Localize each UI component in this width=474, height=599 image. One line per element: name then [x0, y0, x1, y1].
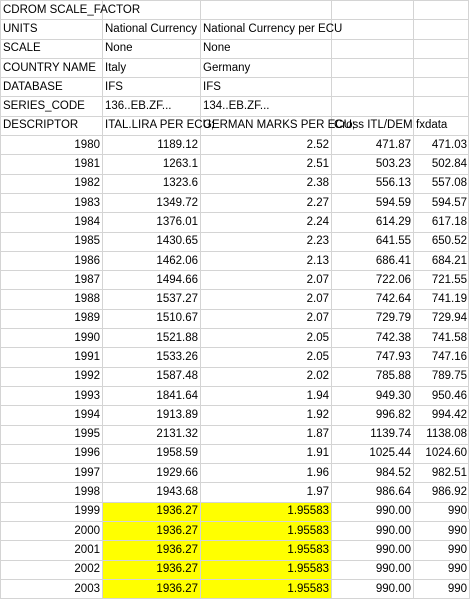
- cell-col-b[interactable]: None: [103, 39, 201, 58]
- cell-col-c[interactable]: 2.13: [201, 251, 332, 270]
- year-cell[interactable]: 2001: [1, 541, 103, 560]
- cell-col-b[interactable]: 1376.01: [103, 213, 201, 232]
- cell-col-e[interactable]: 729.94: [414, 309, 470, 328]
- cell-col-b[interactable]: 1263.1: [103, 155, 201, 174]
- cell-col-c[interactable]: 1.92: [201, 406, 332, 425]
- cell-col-e[interactable]: fxdata: [414, 116, 470, 135]
- table-row: [1, 502, 470, 521]
- table-row: [1, 425, 470, 444]
- year-cell[interactable]: 1987: [1, 271, 103, 290]
- cell-col-d[interactable]: 722.06: [332, 271, 414, 290]
- grid-right-edge: [468, 0, 474, 519]
- cell-col-c[interactable]: 134..EB.ZF...: [201, 97, 332, 116]
- cell-col-b[interactable]: Italy: [103, 58, 201, 77]
- cell-col-b[interactable]: 1936.27: [103, 502, 201, 521]
- table-row: [1, 464, 470, 483]
- cell-col-c[interactable]: 2.07: [201, 309, 332, 328]
- cell-col-b[interactable]: 1494.66: [103, 271, 201, 290]
- cell-col-b[interactable]: 1430.65: [103, 232, 201, 251]
- cell-col-e[interactable]: 721.55: [414, 271, 470, 290]
- cell-col-e[interactable]: 741.58: [414, 329, 470, 348]
- cell-col-c[interactable]: GERMAN MARKS PER ECU;: [201, 116, 332, 135]
- cell-col-d[interactable]: 1139.74: [332, 425, 414, 444]
- cell-col-e[interactable]: 990: [414, 502, 470, 521]
- cell-col-e[interactable]: 990: [414, 560, 470, 579]
- cell-col-d[interactable]: Cross ITL/DEM: [332, 116, 414, 135]
- cell-col-a[interactable]: UNITS: [1, 20, 103, 39]
- cell-col-c[interactable]: 2.51: [201, 155, 332, 174]
- cell-col-a[interactable]: DESCRIPTOR: [1, 116, 103, 135]
- cell-col-b[interactable]: 1189.12: [103, 136, 201, 155]
- cell-col-b[interactable]: 1936.27: [103, 522, 201, 541]
- table-row: [1, 213, 470, 232]
- table-row: [1, 483, 470, 502]
- cell-col-c[interactable]: Germany: [201, 58, 332, 77]
- table-row: [1, 193, 470, 212]
- year-cell[interactable]: 1997: [1, 464, 103, 483]
- cell-col-e[interactable]: 747.16: [414, 348, 470, 367]
- table-row: [1, 522, 470, 541]
- cell-col-e[interactable]: 557.08: [414, 174, 470, 193]
- cell-col-d[interactable]: 594.59: [332, 193, 414, 212]
- cell-col-e[interactable]: [414, 97, 470, 116]
- cell-col-e[interactable]: 617.18: [414, 213, 470, 232]
- cell-col-e[interactable]: [414, 20, 470, 39]
- cell-col-b[interactable]: 2131.32: [103, 425, 201, 444]
- header-row: [1, 39, 470, 58]
- cell-col-e[interactable]: [414, 78, 470, 97]
- cell-col-b[interactable]: 136..EB.ZF...: [103, 97, 201, 116]
- cell-col-e[interactable]: 994.42: [414, 406, 470, 425]
- table-row: [1, 136, 470, 155]
- cell-col-b[interactable]: 1323.6: [103, 174, 201, 193]
- cell-col-b[interactable]: ITAL.LIRA PER ECU;: [103, 116, 201, 135]
- table-row: [1, 386, 470, 405]
- table-row: [1, 329, 470, 348]
- cell-col-d[interactable]: 471.87: [332, 136, 414, 155]
- cell-col-e[interactable]: 789.75: [414, 367, 470, 386]
- cell-col-c[interactable]: 2.52: [201, 136, 332, 155]
- year-cell[interactable]: 1999: [1, 502, 103, 521]
- year-cell[interactable]: 1993: [1, 386, 103, 405]
- header-row: [1, 97, 470, 116]
- cell-col-e[interactable]: 990: [414, 579, 470, 598]
- cell-col-e[interactable]: 990: [414, 522, 470, 541]
- cell-col-e[interactable]: 1024.60: [414, 444, 470, 463]
- header-row: [1, 116, 470, 135]
- header-row: [1, 58, 470, 77]
- table-row: [1, 290, 470, 309]
- header-row: [1, 1, 470, 20]
- year-cell[interactable]: 2003: [1, 579, 103, 598]
- cell-col-d[interactable]: 949.30: [332, 386, 414, 405]
- cell-col-e[interactable]: 502.84: [414, 155, 470, 174]
- cell-col-b[interactable]: 1936.27: [103, 541, 201, 560]
- year-cell[interactable]: 1992: [1, 367, 103, 386]
- cell-col-e[interactable]: 950.46: [414, 386, 470, 405]
- table-row: [1, 155, 470, 174]
- table-row: [1, 560, 470, 579]
- table-row: [1, 406, 470, 425]
- cell-col-e[interactable]: 684.21: [414, 251, 470, 270]
- cell-col-e[interactable]: 741.19: [414, 290, 470, 309]
- table-row: [1, 579, 470, 598]
- cell-col-c[interactable]: 1.94: [201, 386, 332, 405]
- year-cell[interactable]: 1991: [1, 348, 103, 367]
- grid-body: [1, 1, 470, 599]
- cell-col-d[interactable]: [332, 58, 414, 77]
- cell-col-b[interactable]: 1521.88: [103, 329, 201, 348]
- cell-col-e[interactable]: 1138.08: [414, 425, 470, 444]
- table-row: [1, 541, 470, 560]
- cell-col-d[interactable]: 984.52: [332, 464, 414, 483]
- table-row: [1, 232, 470, 251]
- cell-col-b[interactable]: 1936.27: [103, 579, 201, 598]
- cell-col-b[interactable]: 1936.27: [103, 560, 201, 579]
- cell-col-e[interactable]: [414, 39, 470, 58]
- cell-col-b[interactable]: 1349.72: [103, 193, 201, 212]
- cell-col-c[interactable]: 2.27: [201, 193, 332, 212]
- cell-col-e[interactable]: [414, 1, 470, 20]
- cell-col-d[interactable]: 1025.44: [332, 444, 414, 463]
- year-cell[interactable]: 1981: [1, 155, 103, 174]
- cell-col-d[interactable]: 990.00: [332, 560, 414, 579]
- year-cell[interactable]: 1988: [1, 290, 103, 309]
- year-cell[interactable]: 1989: [1, 309, 103, 328]
- cell-col-e[interactable]: 650.52: [414, 232, 470, 251]
- cell-col-a[interactable]: SCALE: [1, 39, 103, 58]
- year-cell[interactable]: 1998: [1, 483, 103, 502]
- cell-col-c[interactable]: 1.95583: [201, 560, 332, 579]
- cell-col-a[interactable]: COUNTRY NAME: [1, 58, 103, 77]
- year-cell[interactable]: 2000: [1, 522, 103, 541]
- cell-col-c[interactable]: 2.23: [201, 232, 332, 251]
- cell-col-b[interactable]: IFS: [103, 78, 201, 97]
- cell-col-b[interactable]: 1958.59: [103, 444, 201, 463]
- year-cell[interactable]: 1994: [1, 406, 103, 425]
- cell-col-d[interactable]: 990.00: [332, 541, 414, 560]
- cell-col-c[interactable]: 2.38: [201, 174, 332, 193]
- year-cell[interactable]: 2002: [1, 560, 103, 579]
- table-row: [1, 309, 470, 328]
- cell-col-c[interactable]: 2.05: [201, 329, 332, 348]
- cell-col-c[interactable]: 1.95583: [201, 579, 332, 598]
- cell-col-c[interactable]: 2.05: [201, 348, 332, 367]
- header-row: [1, 78, 470, 97]
- table-row: [1, 251, 470, 270]
- cell-col-c[interactable]: 2.02: [201, 367, 332, 386]
- table-row: [1, 271, 470, 290]
- cell-col-e[interactable]: 986.92: [414, 483, 470, 502]
- cell-col-b[interactable]: 1587.48: [103, 367, 201, 386]
- year-cell[interactable]: 1982: [1, 174, 103, 193]
- cell-col-d[interactable]: 742.64: [332, 290, 414, 309]
- cell-col-d[interactable]: [332, 20, 414, 39]
- cell-col-d[interactable]: [332, 78, 414, 97]
- cell-col-c[interactable]: 1.95583: [201, 502, 332, 521]
- cell-col-b[interactable]: 1913.89: [103, 406, 201, 425]
- cell-col-d[interactable]: 503.23: [332, 155, 414, 174]
- cell-col-d[interactable]: 990.00: [332, 502, 414, 521]
- cell-col-b[interactable]: 1462.06: [103, 251, 201, 270]
- cell-col-b[interactable]: 1943.68: [103, 483, 201, 502]
- cell-col-d[interactable]: 729.79: [332, 309, 414, 328]
- year-cell[interactable]: 1980: [1, 136, 103, 155]
- cell-col-e[interactable]: [414, 58, 470, 77]
- year-cell[interactable]: 1983: [1, 193, 103, 212]
- year-cell[interactable]: 1986: [1, 251, 103, 270]
- cell-col-d[interactable]: 614.29: [332, 213, 414, 232]
- cell-col-d[interactable]: [332, 1, 414, 20]
- cell-col-e[interactable]: 471.03: [414, 136, 470, 155]
- table-row: [1, 444, 470, 463]
- cell-col-c[interactable]: 2.07: [201, 290, 332, 309]
- cell-col-c[interactable]: 2.24: [201, 213, 332, 232]
- cell-col-e[interactable]: 982.51: [414, 464, 470, 483]
- cell-col-a[interactable]: CDROM SCALE_FACTOR: [1, 1, 103, 20]
- year-cell[interactable]: 1984: [1, 213, 103, 232]
- cell-col-a[interactable]: SERIES_CODE: [1, 97, 103, 116]
- cell-col-e[interactable]: 990: [414, 541, 470, 560]
- header-row: [1, 20, 470, 39]
- cell-col-d[interactable]: 556.13: [332, 174, 414, 193]
- cell-col-c[interactable]: [201, 1, 332, 20]
- cell-col-c[interactable]: 2.07: [201, 271, 332, 290]
- cell-col-d[interactable]: [332, 97, 414, 116]
- cell-col-d[interactable]: 996.82: [332, 406, 414, 425]
- cell-col-d[interactable]: 990.00: [332, 522, 414, 541]
- cell-col-d[interactable]: [332, 39, 414, 58]
- year-cell[interactable]: 1985: [1, 232, 103, 251]
- table-row: [1, 348, 470, 367]
- cell-col-c[interactable]: 1.87: [201, 425, 332, 444]
- cell-col-d[interactable]: 742.38: [332, 329, 414, 348]
- year-cell[interactable]: 1990: [1, 329, 103, 348]
- cell-col-d[interactable]: 785.88: [332, 367, 414, 386]
- cell-col-c[interactable]: 1.96: [201, 464, 332, 483]
- cell-col-d[interactable]: 641.55: [332, 232, 414, 251]
- cell-col-b[interactable]: 1537.27: [103, 290, 201, 309]
- cell-col-b[interactable]: 1533.26: [103, 348, 201, 367]
- cell-col-d[interactable]: 986.64: [332, 483, 414, 502]
- cell-col-d[interactable]: 686.41: [332, 251, 414, 270]
- cell-col-b[interactable]: 1929.66: [103, 464, 201, 483]
- table-row: [1, 367, 470, 386]
- table-row: [1, 174, 470, 193]
- cell-col-c[interactable]: IFS: [201, 78, 332, 97]
- cell-col-c[interactable]: National Currency per ECU: [201, 20, 332, 39]
- cell-col-c[interactable]: 1.91: [201, 444, 332, 463]
- cell-col-b[interactable]: 1841.64: [103, 386, 201, 405]
- cell-col-b[interactable]: 1510.67: [103, 309, 201, 328]
- cell-col-d[interactable]: 990.00: [332, 579, 414, 598]
- cell-col-a[interactable]: DATABASE: [1, 78, 103, 97]
- year-cell[interactable]: 1996: [1, 444, 103, 463]
- cell-col-c[interactable]: 1.95583: [201, 541, 332, 560]
- cell-col-c[interactable]: 1.95583: [201, 522, 332, 541]
- cell-col-e[interactable]: 594.57: [414, 193, 470, 212]
- cell-col-c[interactable]: None: [201, 39, 332, 58]
- cell-col-c[interactable]: 1.97: [201, 483, 332, 502]
- year-cell[interactable]: 1995: [1, 425, 103, 444]
- cell-col-b[interactable]: National Currency: [103, 20, 201, 39]
- cell-col-d[interactable]: 747.93: [332, 348, 414, 367]
